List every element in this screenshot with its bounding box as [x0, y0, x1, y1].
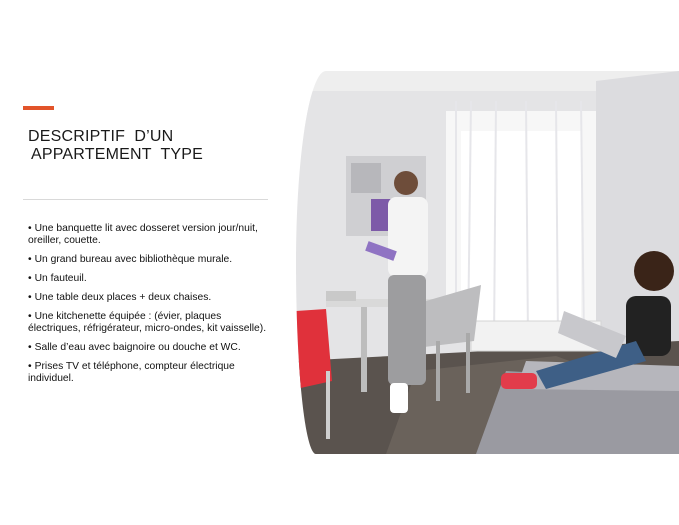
list-item-text: Salle d’eau avec baignoire ou douche et WC. — [34, 342, 241, 353]
list-item — [28, 292, 273, 304]
title-line-1: DESCRIPTIF D’UN — [28, 128, 174, 145]
bullet-symbol: • — [28, 223, 32, 234]
accent-bar — [23, 106, 54, 110]
bullet-symbol: • — [28, 254, 32, 265]
bullet-symbol: • — [28, 273, 32, 284]
title-line-2: APPARTEMENT TYPE — [31, 146, 204, 163]
list-item-text: Une table deux places + deux chaises. — [34, 292, 212, 303]
list-item-text: Un fauteuil. — [34, 273, 87, 284]
title-divider — [23, 199, 268, 200]
feature-list — [28, 223, 273, 392]
list-item-text: Une kitchenette équipée : (évier, plaques électriques, réfrigérateur, micro-ondes, kit vaisselle). — [28, 311, 267, 334]
list-item-text: Prises TV et téléphone, compteur électrique individuel. — [28, 361, 235, 384]
bullet-symbol: • — [28, 361, 32, 372]
bullet-symbol: • — [28, 292, 32, 303]
bullet-symbol: • — [28, 342, 32, 353]
list-item — [28, 342, 273, 354]
list-item-text: Une banquette lit avec dosseret version jour/nuit, oreiller, couette. — [28, 223, 258, 246]
list-item — [28, 223, 273, 247]
list-item — [28, 361, 273, 385]
list-item — [28, 311, 273, 335]
list-item-text: Un grand bureau avec bibliothèque murale. — [34, 254, 233, 265]
apartment-room-photo — [296, 71, 679, 454]
list-item — [28, 273, 273, 285]
slide-title — [28, 128, 278, 164]
bullet-symbol: • — [28, 311, 32, 322]
list-item — [28, 254, 273, 266]
